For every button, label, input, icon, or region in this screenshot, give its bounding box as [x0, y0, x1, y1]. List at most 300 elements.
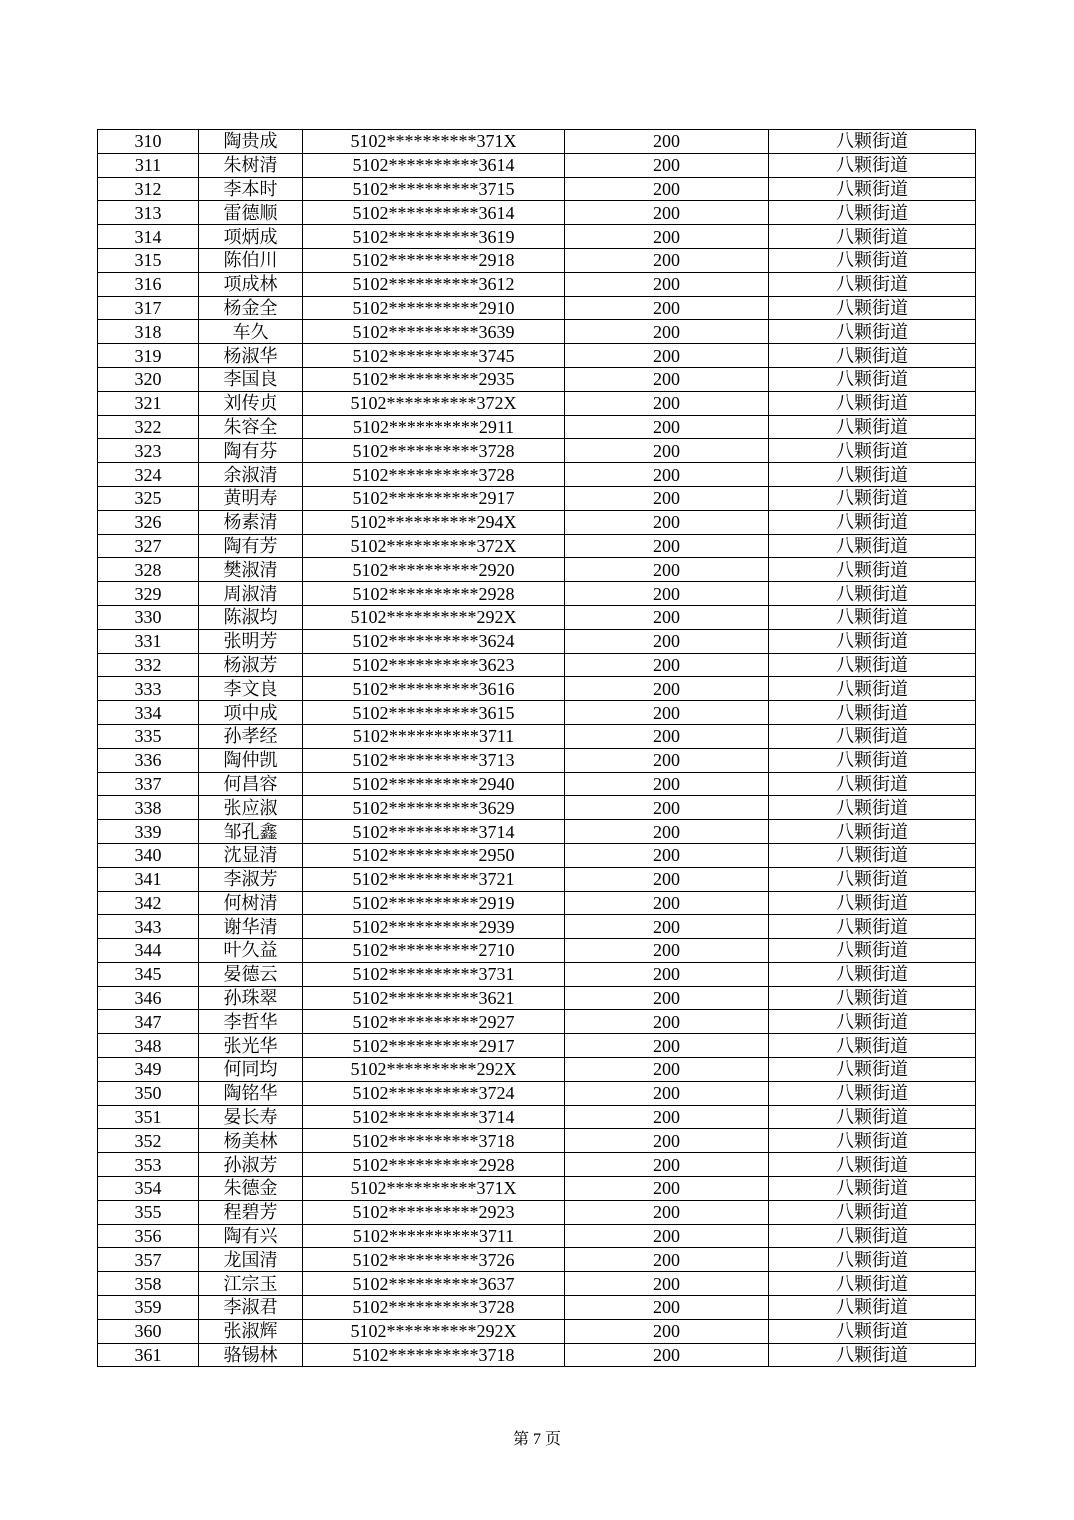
street-cell: 八颗街道 [769, 391, 976, 415]
row-number-cell: 310 [98, 130, 199, 154]
row-number-cell: 334 [98, 701, 199, 725]
name-cell: 项成林 [199, 272, 303, 296]
id-number-cell: 5102**********3639 [303, 320, 565, 344]
table-row [98, 1200, 976, 1224]
name-cell: 陶铭华 [199, 1081, 303, 1105]
row-number-cell: 351 [98, 1105, 199, 1129]
street-cell: 八颗街道 [769, 367, 976, 391]
row-number-cell: 348 [98, 1034, 199, 1058]
table-row [98, 463, 976, 487]
street-cell: 八颗街道 [769, 796, 976, 820]
id-number-cell: 5102**********2911 [303, 415, 565, 439]
amount-cell: 200 [565, 486, 769, 510]
street-cell: 八颗街道 [769, 1224, 976, 1248]
table-row [98, 534, 976, 558]
table-row [98, 272, 976, 296]
name-cell: 樊淑清 [199, 558, 303, 582]
table-row [98, 510, 976, 534]
table-row [98, 391, 976, 415]
row-number-cell: 343 [98, 915, 199, 939]
table-row [98, 724, 976, 748]
row-number-cell: 313 [98, 201, 199, 225]
amount-cell: 200 [565, 344, 769, 368]
street-cell: 八颗街道 [769, 653, 976, 677]
name-cell: 周淑清 [199, 582, 303, 606]
row-number-cell: 345 [98, 962, 199, 986]
name-cell: 陶有芳 [199, 534, 303, 558]
row-number-cell: 333 [98, 677, 199, 701]
id-number-cell: 5102**********292X [303, 605, 565, 629]
row-number-cell: 346 [98, 986, 199, 1010]
street-cell: 八颗街道 [769, 724, 976, 748]
name-cell: 朱容全 [199, 415, 303, 439]
id-number-cell: 5102**********3718 [303, 1343, 565, 1367]
amount-cell: 200 [565, 843, 769, 867]
table-row [98, 867, 976, 891]
table-row [98, 772, 976, 796]
street-cell: 八颗街道 [769, 510, 976, 534]
table-row [98, 1177, 976, 1201]
name-cell: 朱树清 [199, 153, 303, 177]
name-cell: 孙孝经 [199, 724, 303, 748]
row-number-cell: 336 [98, 748, 199, 772]
name-cell: 杨淑芳 [199, 653, 303, 677]
name-cell: 杨金全 [199, 296, 303, 320]
table-row [98, 1034, 976, 1058]
street-cell: 八颗街道 [769, 891, 976, 915]
name-cell: 邹孔鑫 [199, 820, 303, 844]
row-number-cell: 347 [98, 1010, 199, 1034]
id-number-cell: 5102**********2710 [303, 939, 565, 963]
table-row [98, 796, 976, 820]
street-cell: 八颗街道 [769, 1153, 976, 1177]
id-number-cell: 5102**********2940 [303, 772, 565, 796]
amount-cell: 200 [565, 724, 769, 748]
name-cell: 项中成 [199, 701, 303, 725]
street-cell: 八颗街道 [769, 320, 976, 344]
amount-cell: 200 [565, 772, 769, 796]
name-cell: 程碧芳 [199, 1200, 303, 1224]
table-row [98, 986, 976, 1010]
amount-cell: 200 [565, 962, 769, 986]
row-number-cell: 342 [98, 891, 199, 915]
amount-cell: 200 [565, 1296, 769, 1320]
street-cell: 八颗街道 [769, 843, 976, 867]
row-number-cell: 335 [98, 724, 199, 748]
row-number-cell: 352 [98, 1129, 199, 1153]
row-number-cell: 327 [98, 534, 199, 558]
amount-cell: 200 [565, 820, 769, 844]
amount-cell: 200 [565, 201, 769, 225]
amount-cell: 200 [565, 701, 769, 725]
table-row [98, 320, 976, 344]
table-row [98, 653, 976, 677]
name-cell: 余淑清 [199, 463, 303, 487]
street-cell: 八颗街道 [769, 558, 976, 582]
row-number-cell: 315 [98, 248, 199, 272]
id-number-cell: 5102**********3623 [303, 653, 565, 677]
street-cell: 八颗街道 [769, 748, 976, 772]
row-number-cell: 354 [98, 1177, 199, 1201]
row-number-cell: 357 [98, 1248, 199, 1272]
id-number-cell: 5102**********371X [303, 1177, 565, 1201]
name-cell: 龙国清 [199, 1248, 303, 1272]
street-cell: 八颗街道 [769, 463, 976, 487]
table-row [98, 367, 976, 391]
row-number-cell: 319 [98, 344, 199, 368]
id-number-cell: 5102**********2935 [303, 367, 565, 391]
table-row [98, 1010, 976, 1034]
id-number-cell: 5102**********3629 [303, 796, 565, 820]
id-number-cell: 5102**********3637 [303, 1272, 565, 1296]
row-number-cell: 356 [98, 1224, 199, 1248]
row-number-cell: 350 [98, 1081, 199, 1105]
street-cell: 八颗街道 [769, 772, 976, 796]
amount-cell: 200 [565, 677, 769, 701]
row-number-cell: 323 [98, 439, 199, 463]
row-number-cell: 311 [98, 153, 199, 177]
amount-cell: 200 [565, 130, 769, 154]
table-row [98, 843, 976, 867]
name-cell: 陈伯川 [199, 248, 303, 272]
id-number-cell: 5102**********2939 [303, 915, 565, 939]
id-number-cell: 5102**********372X [303, 534, 565, 558]
street-cell: 八颗街道 [769, 201, 976, 225]
name-cell: 李文良 [199, 677, 303, 701]
street-cell: 八颗街道 [769, 1343, 976, 1367]
name-cell: 陈淑均 [199, 605, 303, 629]
name-cell: 李淑芳 [199, 867, 303, 891]
row-number-cell: 312 [98, 177, 199, 201]
row-number-cell: 317 [98, 296, 199, 320]
amount-cell: 200 [565, 153, 769, 177]
amount-cell: 200 [565, 1034, 769, 1058]
table-row [98, 629, 976, 653]
page-number: 第 7 页 [512, 1431, 561, 1448]
street-cell: 八颗街道 [769, 915, 976, 939]
row-number-cell: 332 [98, 653, 199, 677]
street-cell: 八颗街道 [769, 248, 976, 272]
table-row [98, 201, 976, 225]
name-cell: 车久 [199, 320, 303, 344]
street-cell: 八颗街道 [769, 177, 976, 201]
name-cell: 骆锡林 [199, 1343, 303, 1367]
id-number-cell: 5102**********3614 [303, 201, 565, 225]
street-cell: 八颗街道 [769, 272, 976, 296]
table-row [98, 820, 976, 844]
street-cell: 八颗街道 [769, 225, 976, 249]
street-cell: 八颗街道 [769, 439, 976, 463]
name-cell: 李淑君 [199, 1296, 303, 1320]
amount-cell: 200 [565, 1153, 769, 1177]
id-number-cell: 5102**********3616 [303, 677, 565, 701]
id-number-cell: 5102**********3711 [303, 1224, 565, 1248]
row-number-cell: 331 [98, 629, 199, 653]
id-number-cell: 5102**********2928 [303, 1153, 565, 1177]
row-number-cell: 338 [98, 796, 199, 820]
amount-cell: 200 [565, 391, 769, 415]
id-number-cell: 5102**********371X [303, 130, 565, 154]
roster-table [97, 129, 976, 1367]
amount-cell: 200 [565, 796, 769, 820]
street-cell: 八颗街道 [769, 1081, 976, 1105]
amount-cell: 200 [565, 320, 769, 344]
row-number-cell: 322 [98, 415, 199, 439]
name-cell: 何同均 [199, 1058, 303, 1082]
name-cell: 朱德金 [199, 1177, 303, 1201]
id-number-cell: 5102**********2918 [303, 248, 565, 272]
table-row [98, 1296, 976, 1320]
table-row [98, 1272, 976, 1296]
table-row [98, 1343, 976, 1367]
name-cell: 陶仲凯 [199, 748, 303, 772]
table-row [98, 748, 976, 772]
table-row [98, 1105, 976, 1129]
street-cell: 八颗街道 [769, 153, 976, 177]
id-number-cell: 5102**********2950 [303, 843, 565, 867]
name-cell: 陶有芬 [199, 439, 303, 463]
amount-cell: 200 [565, 867, 769, 891]
amount-cell: 200 [565, 296, 769, 320]
roster-table-body [98, 130, 976, 1367]
amount-cell: 200 [565, 1177, 769, 1201]
street-cell: 八颗街道 [769, 867, 976, 891]
row-number-cell: 321 [98, 391, 199, 415]
name-cell: 黄明寿 [199, 486, 303, 510]
name-cell: 李国良 [199, 367, 303, 391]
table-row [98, 344, 976, 368]
table-row [98, 1224, 976, 1248]
id-number-cell: 5102**********3714 [303, 820, 565, 844]
amount-cell: 200 [565, 558, 769, 582]
id-number-cell: 5102**********3726 [303, 1248, 565, 1272]
row-number-cell: 359 [98, 1296, 199, 1320]
row-number-cell: 329 [98, 582, 199, 606]
amount-cell: 200 [565, 582, 769, 606]
street-cell: 八颗街道 [769, 296, 976, 320]
id-number-cell: 5102**********292X [303, 1058, 565, 1082]
id-number-cell: 5102**********372X [303, 391, 565, 415]
street-cell: 八颗街道 [769, 1319, 976, 1343]
name-cell: 孙淑芳 [199, 1153, 303, 1177]
amount-cell: 200 [565, 367, 769, 391]
street-cell: 八颗街道 [769, 1105, 976, 1129]
street-cell: 八颗街道 [769, 962, 976, 986]
table-row [98, 962, 976, 986]
id-number-cell: 5102**********3745 [303, 344, 565, 368]
table-row [98, 225, 976, 249]
amount-cell: 200 [565, 748, 769, 772]
id-number-cell: 5102**********3624 [303, 629, 565, 653]
street-cell: 八颗街道 [769, 582, 976, 606]
amount-cell: 200 [565, 653, 769, 677]
name-cell: 何昌容 [199, 772, 303, 796]
row-number-cell: 355 [98, 1200, 199, 1224]
id-number-cell: 5102**********2917 [303, 486, 565, 510]
row-number-cell: 328 [98, 558, 199, 582]
name-cell: 谢华清 [199, 915, 303, 939]
street-cell: 八颗街道 [769, 534, 976, 558]
id-number-cell: 5102**********3614 [303, 153, 565, 177]
street-cell: 八颗街道 [769, 701, 976, 725]
id-number-cell: 5102**********3711 [303, 724, 565, 748]
street-cell: 八颗街道 [769, 1010, 976, 1034]
street-cell: 八颗街道 [769, 130, 976, 154]
amount-cell: 200 [565, 272, 769, 296]
street-cell: 八颗街道 [769, 1200, 976, 1224]
street-cell: 八颗街道 [769, 415, 976, 439]
amount-cell: 200 [565, 534, 769, 558]
row-number-cell: 339 [98, 820, 199, 844]
amount-cell: 200 [565, 939, 769, 963]
table-row [98, 701, 976, 725]
table-row [98, 486, 976, 510]
name-cell: 叶久益 [199, 939, 303, 963]
amount-cell: 200 [565, 1010, 769, 1034]
street-cell: 八颗街道 [769, 486, 976, 510]
id-number-cell: 5102**********3724 [303, 1081, 565, 1105]
id-number-cell: 5102**********3619 [303, 225, 565, 249]
table-row [98, 439, 976, 463]
id-number-cell: 5102**********3718 [303, 1129, 565, 1153]
id-number-cell: 5102**********3731 [303, 962, 565, 986]
id-number-cell: 5102**********3728 [303, 439, 565, 463]
name-cell: 项炳成 [199, 225, 303, 249]
row-number-cell: 358 [98, 1272, 199, 1296]
name-cell: 杨素清 [199, 510, 303, 534]
row-number-cell: 318 [98, 320, 199, 344]
amount-cell: 200 [565, 1343, 769, 1367]
id-number-cell: 5102**********3615 [303, 701, 565, 725]
name-cell: 陶有兴 [199, 1224, 303, 1248]
id-number-cell: 5102**********2928 [303, 582, 565, 606]
id-number-cell: 5102**********3713 [303, 748, 565, 772]
amount-cell: 200 [565, 1105, 769, 1129]
row-number-cell: 361 [98, 1343, 199, 1367]
table-row [98, 1153, 976, 1177]
id-number-cell: 5102**********2917 [303, 1034, 565, 1058]
name-cell: 孙珠翠 [199, 986, 303, 1010]
row-number-cell: 344 [98, 939, 199, 963]
table-row [98, 1081, 976, 1105]
table-row [98, 939, 976, 963]
id-number-cell: 5102**********3721 [303, 867, 565, 891]
street-cell: 八颗街道 [769, 1248, 976, 1272]
amount-cell: 200 [565, 1058, 769, 1082]
table-row [98, 605, 976, 629]
street-cell: 八颗街道 [769, 986, 976, 1010]
name-cell: 何树清 [199, 891, 303, 915]
amount-cell: 200 [565, 1248, 769, 1272]
name-cell: 杨美林 [199, 1129, 303, 1153]
table-row [98, 1319, 976, 1343]
amount-cell: 200 [565, 1272, 769, 1296]
amount-cell: 200 [565, 510, 769, 534]
id-number-cell: 5102**********2920 [303, 558, 565, 582]
name-cell: 雷德顺 [199, 201, 303, 225]
amount-cell: 200 [565, 463, 769, 487]
street-cell: 八颗街道 [769, 1129, 976, 1153]
street-cell: 八颗街道 [769, 1034, 976, 1058]
id-number-cell: 5102**********2923 [303, 1200, 565, 1224]
street-cell: 八颗街道 [769, 1058, 976, 1082]
row-number-cell: 360 [98, 1319, 199, 1343]
name-cell: 江宗玉 [199, 1272, 303, 1296]
table-row [98, 677, 976, 701]
name-cell: 张明芳 [199, 629, 303, 653]
id-number-cell: 5102**********3728 [303, 1296, 565, 1320]
name-cell: 刘传贞 [199, 391, 303, 415]
row-number-cell: 316 [98, 272, 199, 296]
id-number-cell: 5102**********294X [303, 510, 565, 534]
name-cell: 沈显清 [199, 843, 303, 867]
name-cell: 陶贵成 [199, 130, 303, 154]
id-number-cell: 5102**********3612 [303, 272, 565, 296]
amount-cell: 200 [565, 1081, 769, 1105]
amount-cell: 200 [565, 177, 769, 201]
name-cell: 张光华 [199, 1034, 303, 1058]
street-cell: 八颗街道 [769, 677, 976, 701]
row-number-cell: 330 [98, 605, 199, 629]
street-cell: 八颗街道 [769, 1296, 976, 1320]
table-row [98, 582, 976, 606]
amount-cell: 200 [565, 415, 769, 439]
amount-cell: 200 [565, 629, 769, 653]
name-cell: 张淑辉 [199, 1319, 303, 1343]
street-cell: 八颗街道 [769, 344, 976, 368]
row-number-cell: 314 [98, 225, 199, 249]
table-row [98, 1129, 976, 1153]
table-row [98, 558, 976, 582]
row-number-cell: 337 [98, 772, 199, 796]
row-number-cell: 325 [98, 486, 199, 510]
table-row [98, 1248, 976, 1272]
table-row [98, 415, 976, 439]
amount-cell: 200 [565, 891, 769, 915]
id-number-cell: 5102**********292X [303, 1319, 565, 1343]
amount-cell: 200 [565, 1224, 769, 1248]
amount-cell: 200 [565, 915, 769, 939]
name-cell: 杨淑华 [199, 344, 303, 368]
table-row [98, 296, 976, 320]
id-number-cell: 5102**********3714 [303, 1105, 565, 1129]
row-number-cell: 326 [98, 510, 199, 534]
row-number-cell: 341 [98, 867, 199, 891]
name-cell: 晏德云 [199, 962, 303, 986]
table-row [98, 177, 976, 201]
row-number-cell: 324 [98, 463, 199, 487]
table-row [98, 248, 976, 272]
name-cell: 晏长寿 [199, 1105, 303, 1129]
row-number-cell: 340 [98, 843, 199, 867]
amount-cell: 200 [565, 248, 769, 272]
id-number-cell: 5102**********3621 [303, 986, 565, 1010]
table-row [98, 1058, 976, 1082]
amount-cell: 200 [565, 225, 769, 249]
row-number-cell: 353 [98, 1153, 199, 1177]
street-cell: 八颗街道 [769, 1272, 976, 1296]
amount-cell: 200 [565, 1319, 769, 1343]
name-cell: 李哲华 [199, 1010, 303, 1034]
amount-cell: 200 [565, 439, 769, 463]
table-row [98, 891, 976, 915]
name-cell: 李本时 [199, 177, 303, 201]
table-row [98, 153, 976, 177]
id-number-cell: 5102**********3728 [303, 463, 565, 487]
amount-cell: 200 [565, 986, 769, 1010]
id-number-cell: 5102**********3715 [303, 177, 565, 201]
id-number-cell: 5102**********2910 [303, 296, 565, 320]
